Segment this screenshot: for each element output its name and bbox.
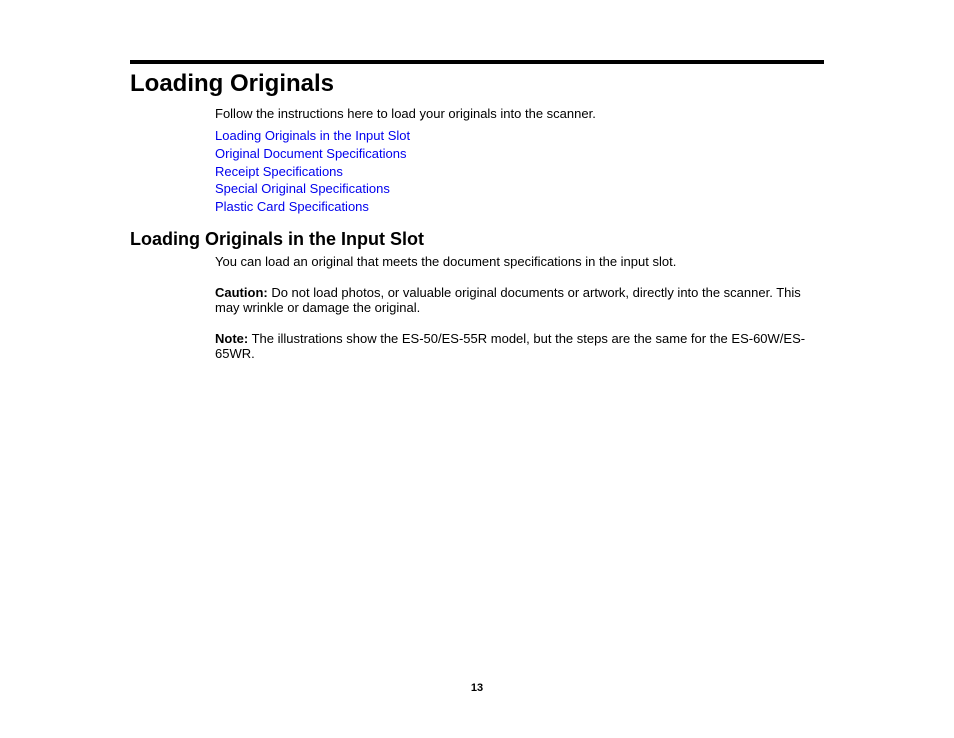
list-item <box>215 145 410 163</box>
link-loading-originals-input-slot[interactable]: Loading Originals in the Input Slot <box>215 128 411 143</box>
page-title: Loading Originals <box>130 70 335 97</box>
top-rule <box>130 60 824 64</box>
note-text: The illustrations show the ES-50/ES-55R model, but the steps are the same for the ES-60W/ES-65WR. <box>215 331 806 361</box>
list-item <box>215 198 410 216</box>
intro-text: Follow the instructions here to load your originals into the scanner. <box>215 106 596 121</box>
caution-label: Caution: <box>215 285 268 300</box>
note-label: Note: <box>215 331 249 346</box>
link-receipt-specifications[interactable]: Receipt Specifications <box>215 163 343 179</box>
link-special-original-specifications[interactable]: Special Original Specifications <box>215 181 390 197</box>
list-item <box>215 180 410 198</box>
section-paragraph: You can load an original that meets the document specifications in the input slot. <box>215 254 677 269</box>
section-heading: Loading Originals in the Input Slot <box>130 229 424 249</box>
list-item <box>215 127 410 145</box>
caution-text: Do not load photos, or valuable original documents or artwork, directly into the scanner. This may wrinkle or damage the original. <box>215 285 801 315</box>
topic-link-list <box>215 127 410 216</box>
link-plastic-card-specifications[interactable]: Plastic Card Specifications <box>215 199 369 215</box>
note-paragraph <box>215 332 815 361</box>
page-number: 13 <box>470 682 484 694</box>
caution-paragraph <box>215 286 815 315</box>
list-item <box>215 163 410 181</box>
link-original-document-specifications[interactable]: Original Document Specifications <box>215 145 407 161</box>
